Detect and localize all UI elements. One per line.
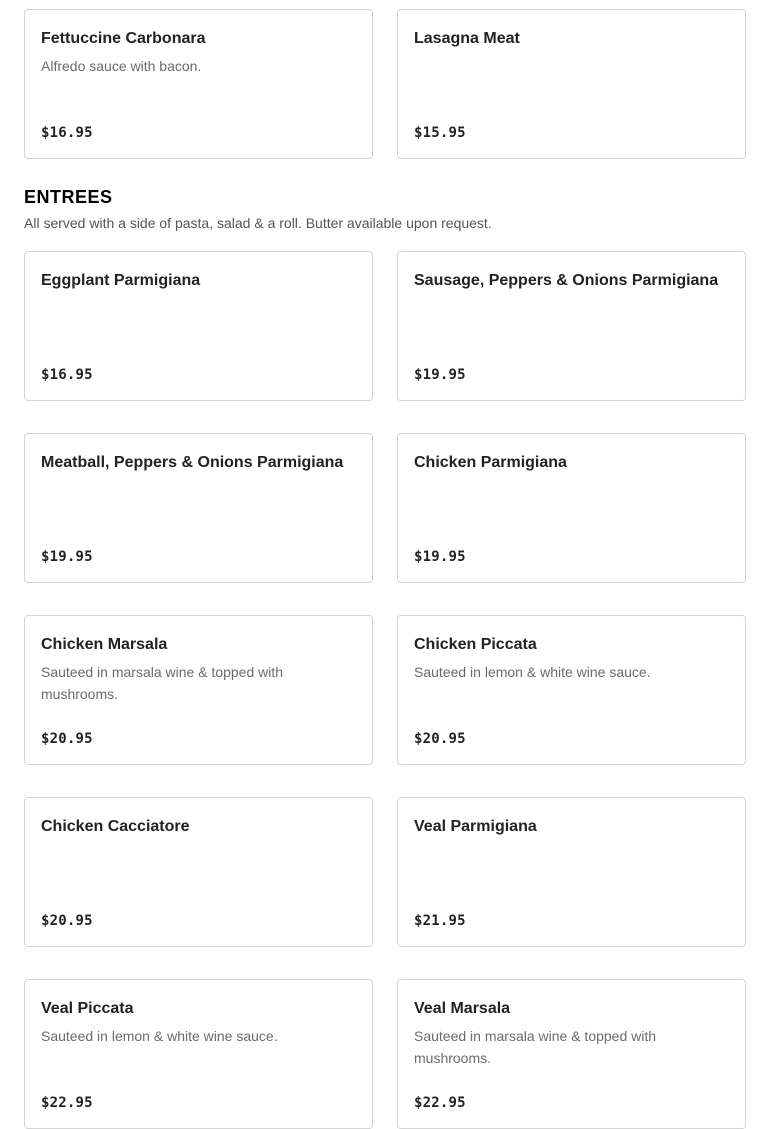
menu-item-description: Alfredo sauce with bacon. [41, 58, 202, 74]
menu-page [24, 9, 746, 1129]
menu-item-card[interactable] [397, 433, 746, 583]
menu-item-price: $22.95 [414, 1095, 466, 1111]
menu-item-description: Sauteed in marsala wine & topped with mushrooms. [414, 1028, 657, 1066]
menu-item-card[interactable] [397, 9, 746, 159]
menu-item-card[interactable] [397, 251, 746, 401]
menu-item-price: $15.95 [414, 125, 466, 141]
menu-item-name: Lasagna Meat [414, 30, 520, 47]
menu-item-name: Chicken Marsala [41, 636, 168, 653]
menu-item-price: $20.95 [41, 913, 93, 929]
menu-item-price: $20.95 [41, 731, 93, 747]
entrees-grid [24, 251, 746, 1129]
menu-item-card[interactable] [24, 979, 373, 1129]
menu-item-price: $19.95 [41, 549, 93, 565]
menu-item-card[interactable] [397, 615, 746, 765]
menu-item-card[interactable] [24, 9, 373, 159]
menu-item-name: Chicken Parmigiana [414, 454, 567, 471]
menu-item-card[interactable] [24, 797, 373, 947]
menu-item-name: Fettuccine Carbonara [41, 30, 206, 47]
menu-item-name: Veal Marsala [414, 1000, 511, 1017]
menu-item-name: Sausage, Peppers & Onions Parmigiana [414, 272, 719, 289]
menu-item-name: Veal Piccata [41, 1000, 134, 1017]
menu-item-card[interactable] [397, 979, 746, 1129]
menu-item-description: Sauteed in lemon & white wine sauce. [41, 1028, 278, 1044]
menu-item-description: Sauteed in lemon & white wine sauce. [414, 664, 651, 680]
menu-item-price: $19.95 [414, 367, 466, 383]
menu-item-card[interactable] [24, 251, 373, 401]
menu-item-price: $20.95 [414, 731, 466, 747]
menu-item-name: Chicken Cacciatore [41, 818, 190, 835]
menu-item-name: Meatball, Peppers & Onions Parmigiana [41, 454, 344, 471]
section-description: All served with a side of pasta, salad & a roll. Butter available upon request. [24, 215, 492, 231]
menu-item-card[interactable] [397, 797, 746, 947]
section-title: ENTREES [24, 187, 113, 207]
entrees-section-header [24, 186, 746, 233]
menu-item-name: Veal Parmigiana [414, 818, 537, 835]
menu-item-name: Eggplant Parmigiana [41, 272, 201, 289]
menu-item-price: $16.95 [41, 125, 93, 141]
menu-item-price: $19.95 [414, 549, 466, 565]
menu-item-name: Chicken Piccata [414, 636, 537, 653]
pasta-items-grid [24, 9, 746, 159]
menu-item-card[interactable] [24, 433, 373, 583]
menu-item-description: Sauteed in marsala wine & topped with mushrooms. [41, 664, 284, 702]
menu-item-price: $16.95 [41, 367, 93, 383]
menu-item-card[interactable] [24, 615, 373, 765]
menu-item-price: $21.95 [414, 913, 466, 929]
menu-item-price: $22.95 [41, 1095, 93, 1111]
